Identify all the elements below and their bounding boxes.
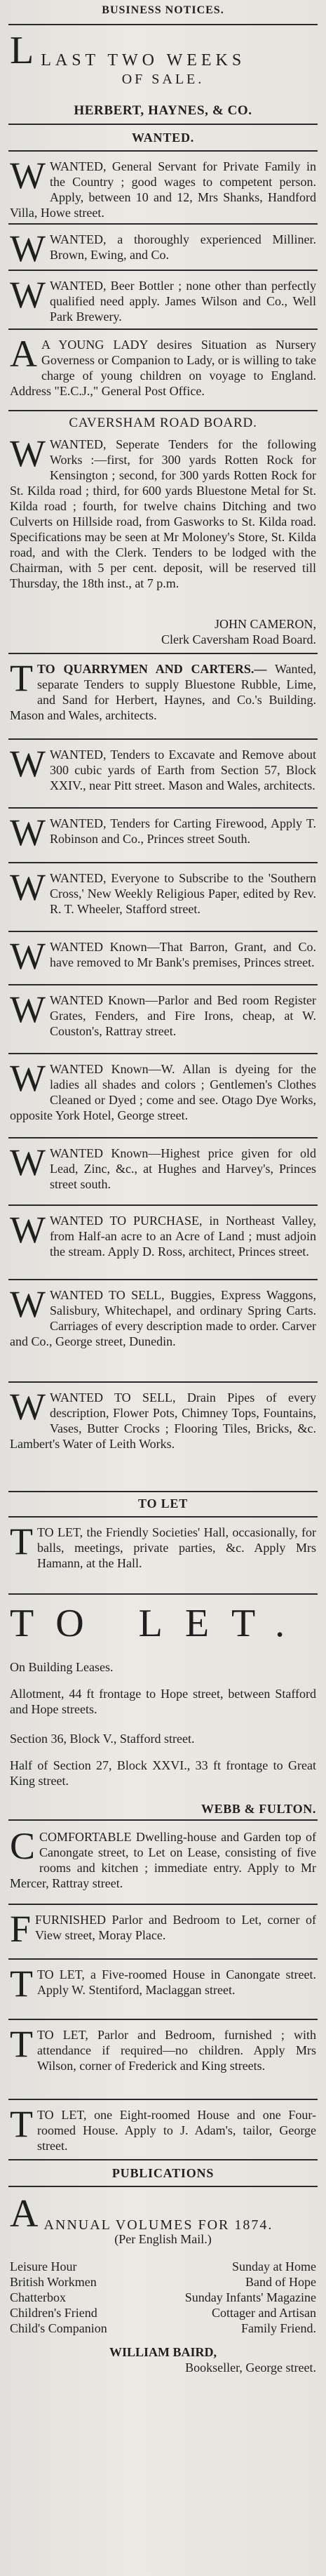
last-two-weeks-ad	[10, 31, 316, 119]
ad-excavate-dropcap: W	[10, 743, 46, 785]
pub-left-1: British Workmen	[10, 2275, 97, 2289]
let-comfortable	[10, 1825, 316, 1891]
ad-buggies	[10, 1283, 316, 1349]
publications-list	[10, 2253, 316, 2336]
william-baird: WILLIAM BAIRD,	[109, 2345, 217, 2359]
to-let-title	[10, 1496, 316, 1511]
ad-purchase	[10, 1209, 316, 1259]
rule-after-parlor-bedroom	[8, 2099, 318, 2100]
ad-lead-zinc	[10, 1141, 316, 1192]
building-leases-heading-text: On Building Leases.	[10, 1660, 114, 1674]
pub-right-1: Band of Hope	[245, 2275, 316, 2289]
wanted-ad-2	[10, 227, 316, 270]
let-eight-roomed-text: TO LET, one Eight-roomed House and one Four-roomed House. Apply to J. Adam's, tailor, George street.	[37, 2108, 316, 2153]
ad-buggies-text: WANTED TO SELL, Buggies, Express Waggons, Salisbury, Whitechapel, and ordinary Spring Carts. Carriages of every description made to order. Carver and Co., George street, Dunedin.	[10, 1288, 316, 1348]
wanted-title	[10, 131, 316, 145]
ad-carting	[10, 811, 316, 854]
ad-grates	[10, 988, 316, 1039]
rule-after-carting	[8, 862, 318, 863]
ad-purchase-text: WANTED TO PURCHASE, in Northeast Valley, from Half-an acre to an Acre of Land ; must adjoin the stream. Apply D. Ross, architect, Princes street.	[49, 1214, 316, 1259]
ad-grates-text: WANTED Known—Parlor and Bed room Register Grates, Fenders, and Fire Irons, cheap, at W. Couston's, Rattray street.	[49, 993, 316, 1038]
caversham-dropcap: W	[10, 432, 46, 474]
let-parlor-bedroom	[10, 2023, 316, 2073]
let-furnished-text: FURNISHED Parlor and Bedroom to Let, corner of View street, Moray Place.	[35, 1913, 316, 1942]
publications-dropcap: A	[10, 2192, 39, 2236]
quarrymen-ad	[10, 657, 316, 723]
rule-after-building-leases	[8, 1819, 318, 1821]
ad-barron-dropcap: W	[10, 935, 46, 977]
rule-after-last-two-weeks	[8, 124, 318, 125]
top-rule	[8, 24, 318, 25]
last-two-weeks-dropcap: L	[10, 29, 34, 72]
building-leases-section36	[10, 1731, 316, 1746]
quarrymen-title: TO QUARRYMEN AND CARTERS.—	[37, 662, 267, 676]
quarrymen-dropcap: T	[10, 657, 33, 699]
ad-dye-works	[10, 1057, 316, 1123]
business-notices-text: BUSINESS NOTICES.	[102, 4, 224, 16]
publications-headline-row	[10, 2192, 316, 2236]
wanted-ad-1-text: WANTED, General Servant for Private Family in the Country ; good wages to competent person. Apply, between 10 and 12, Mrs Shanks, Handford Villa, Howe street.	[10, 159, 316, 220]
rule-after-friendly-societies	[8, 1593, 318, 1595]
to-let-big	[10, 1603, 316, 1644]
let-eight-roomed	[10, 2103, 316, 2153]
let-five-roomed-dropcap: T	[10, 1963, 33, 2005]
wanted-ad-1-dropcap: W	[10, 154, 46, 197]
rule-after-quarrymen	[8, 738, 318, 740]
publications-sub: (Per English Mail.)	[114, 2232, 212, 2246]
rule-after-caversham	[8, 653, 318, 654]
ad-grates-dropcap: W	[10, 988, 46, 1030]
pub-right-0: Sunday at Home	[232, 2259, 316, 2273]
wanted-ad-2-text: WANTED, a thoroughly experienced Milliner. Brown, Ewing, and Co.	[49, 232, 316, 262]
caversham-body-text: WANTED, Seperate Tenders for the following Works :—first, for 300 yards Rotten Rock for Kensington ; second, for 300 yards Rotten Rock for St. Kilda road ; third, for 600 yards Bluestone Metal for St. Kilda road ; fourth, for twelve chains Ditching and two Culverts on Hillside road, from Gasworks to St. Kilda road. Specifications may be seen at Mr Moloney's Store, St. Kilda road, and with the Clerk. Tenders to be lodged with the Chairman, with 5 per cent. deposit, will be reserved till Thursday, the 18th inst., at 7 p.m.	[10, 437, 316, 590]
pub-right-3: Cottager and Artisan	[212, 2306, 316, 2320]
rule-after-wanted-3	[8, 328, 318, 330]
rule-after-dye-works	[8, 1137, 318, 1138]
to-let-title-text: TO LET	[138, 1496, 188, 1511]
ad-barron-text: WANTED Known—That Barron, Grant, and Co. have removed to Mr Bank's premises, Princes street.	[49, 940, 316, 969]
caversham-body	[10, 432, 316, 591]
rule-after-wanted-title	[8, 150, 318, 152]
publications-right	[169, 2259, 316, 2336]
william-baird-signature	[10, 2344, 316, 2375]
wanted-ad-3-dropcap: W	[10, 274, 46, 316]
rule-after-southern-cross	[8, 931, 318, 932]
young-lady-text: A YOUNG LADY desires Situation as Nursery Governess or Companion to Lady, or is willing to take charge of young children on voyage to England. Address "E.C.J.," General Post Office.	[10, 338, 316, 398]
building-leases-section36-text: Section 36, Block V., Stafford street.	[10, 1732, 195, 1746]
pub-left-4: Child's Companion	[10, 2321, 107, 2335]
publications-columns	[10, 2259, 316, 2336]
wanted-ad-3-text: WANTED, Beer Bottler ; none other than perfectly qualified need apply. James Wilson and Co., Well Park Brewery.	[49, 279, 316, 324]
rule-after-publications-title	[8, 2186, 318, 2187]
ad-dye-works-dropcap: W	[10, 1057, 46, 1099]
pub-left-2: Chatterbox	[10, 2290, 66, 2304]
rule-after-grates	[8, 1053, 318, 1054]
bookseller-george-street: Bookseller, George street.	[185, 2361, 316, 2375]
webb-fulton-text: WEBB & FULTON.	[201, 1802, 316, 1816]
last-two-weeks-line	[10, 31, 316, 70]
publications-left	[10, 2259, 157, 2336]
wanted-ad-3	[10, 274, 316, 324]
let-comfortable-text: COMFORTABLE Dwelling-house and Garden top of Canongate street, to Let on Lease, consisting of five rooms and kitchen ; immediate entry. Apply to Mr Mercer, Rattray street.	[10, 1830, 316, 1890]
quarrymen-body: Wanted, separate Tenders to supply Bluestone Rubble, Lime, and Sand for Herbert, Haynes, and Co.'s Building. Mason and Wales, architects.	[10, 662, 316, 722]
building-leases-allotment-text: Allotment, 44 ft frontage to Hope street, between Stafford and Hope streets.	[10, 1687, 316, 1716]
pub-left-0: Leisure Hour	[10, 2259, 77, 2273]
rule-after-wanted-1	[8, 223, 318, 225]
building-leases-section27-text: Half of Section 27, Block XXVI., 33 ft frontage to Great King street.	[10, 1758, 316, 1788]
wanted-ad-1	[10, 154, 316, 220]
wanted-ad-2-dropcap: W	[10, 227, 46, 270]
friendly-societies-ad	[10, 1520, 316, 1571]
rule-after-drain-pipes	[8, 1491, 318, 1492]
caversham-sig2: Clerk Caversham Road Board.	[161, 632, 316, 646]
building-leases-section27	[10, 1758, 316, 1788]
rule-after-wanted-2	[8, 270, 318, 271]
ad-drain-pipes-text: WANTED TO SELL, Drain Pipes of every description, Flower Pots, Chimney Tops, Fountains, Vases, Butter Crocks ; Flooring Tiles, Bricks, &c. Lambert's Water of Leith Works.	[10, 1390, 316, 1451]
let-furnished-dropcap: F	[10, 1908, 32, 1950]
let-parlor-bedroom-text: TO LET, Parlor and Bedroom, furnished ; with attendance if required—no children. Apply Mrs Wilson, corner of Frederick and King streets.	[37, 2028, 316, 2073]
ad-southern-cross-text: WANTED, Everyone to Subscribe to the 'Southern Cross,' New Weekly Religious Paper, edited by Rev. R. T. Wheeler, Stafford street.	[49, 871, 316, 916]
publications-headline-text: ANNUAL VOLUMES FOR 1874.	[43, 2217, 273, 2233]
caversham-title	[10, 416, 316, 431]
rule-after-five-roomed	[8, 2019, 318, 2020]
caversham-signature	[10, 616, 316, 647]
young-lady-ad	[10, 333, 316, 399]
rule-after-excavate	[8, 807, 318, 809]
let-parlor-bedroom-dropcap: T	[10, 2023, 33, 2065]
rule-after-to-let-title	[8, 1516, 318, 1518]
business-notices-heading	[10, 4, 316, 17]
let-eight-roomed-dropcap: T	[10, 2103, 33, 2145]
ad-lead-zinc-dropcap: W	[10, 1141, 46, 1183]
rule-after-young-lady	[8, 410, 318, 411]
building-leases-allotment	[10, 1686, 316, 1717]
pub-right-2: Sunday Infants' Magazine	[184, 2290, 316, 2304]
publications-title	[10, 2166, 316, 2181]
last-two-weeks-line2: OF SALE.	[121, 72, 205, 87]
ad-barron	[10, 935, 316, 977]
ad-buggies-dropcap: W	[10, 1283, 46, 1325]
rule-after-furnished	[8, 1958, 318, 1960]
publications-headline	[10, 2194, 316, 2247]
ad-drain-pipes	[10, 1386, 316, 1452]
rule-after-comfortable	[8, 1904, 318, 1905]
ad-dye-works-text: WANTED Known—W. Allan is dyeing for the ladies all shades and colors ; Gentlemen's Clothes Cleaned or Dyed ; come and see. Otago Dye Works, opposite York Hotel, George street.	[10, 1062, 316, 1122]
ad-carting-text: WANTED, Tenders for Carting Firewood, Apply T. Robinson and Co., Princes street South.	[49, 816, 316, 846]
ad-lead-zinc-text: WANTED Known—Highest price given for old Lead, Zinc, &c., at Hughes and Harvey's, Princes street south.	[49, 1146, 316, 1191]
friendly-societies-text: TO LET, the Friendly Societies' Hall, occasionally, for balls, meetings, private parties, &c. Apply Mrs Hamann, at the Hall.	[37, 1525, 316, 1570]
herbert-haynes-co: HERBERT, HAYNES, & CO.	[74, 103, 252, 118]
ad-drain-pipes-dropcap: W	[10, 1386, 46, 1428]
young-lady-dropcap: A	[10, 333, 37, 375]
friendly-societies-dropcap: T	[10, 1520, 33, 1562]
ad-excavate-text: WANTED, Tenders to Excavate and Remove about 300 cubic yards of Earth from Section 57, Block XXIV., near Pitt street. Mason and Wales, architects.	[49, 748, 316, 792]
building-leases-heading	[10, 1659, 316, 1675]
caversham-sig1: JOHN CAMERON,	[214, 617, 316, 631]
ad-carting-dropcap: W	[10, 811, 46, 854]
rule-after-barron	[8, 984, 318, 985]
rule-after-eight-roomed	[8, 2159, 318, 2160]
ad-excavate	[10, 743, 316, 793]
rule-after-lead-zinc	[8, 1204, 318, 1206]
let-furnished	[10, 1908, 316, 1950]
let-comfortable-dropcap: C	[10, 1825, 36, 1867]
publications-title-text: PUBLICATIONS	[111, 2166, 215, 2180]
ad-purchase-dropcap: W	[10, 1209, 46, 1251]
rule-after-purchase	[8, 1279, 318, 1280]
wanted-title-text: WANTED.	[131, 131, 195, 145]
last-two-weeks-line1: LAST TWO WEEKS	[41, 51, 246, 69]
ad-southern-cross-dropcap: W	[10, 866, 46, 908]
pub-right-4: Family Friend.	[241, 2321, 316, 2335]
to-let-big-text: TO LET.	[10, 1602, 308, 1645]
let-five-roomed	[10, 1963, 316, 2005]
webb-fulton-signature	[10, 1801, 316, 1817]
pub-left-3: Children's Friend	[10, 2306, 97, 2320]
ad-southern-cross	[10, 866, 316, 917]
rule-after-buggies	[8, 1381, 318, 1383]
caversham-title-text: CAVERSHAM ROAD BOARD.	[69, 416, 257, 430]
let-five-roomed-text: TO LET, a Five-roomed House in Canongate street. Apply W. Stentiford, Maclaggan street.	[37, 1967, 316, 1997]
